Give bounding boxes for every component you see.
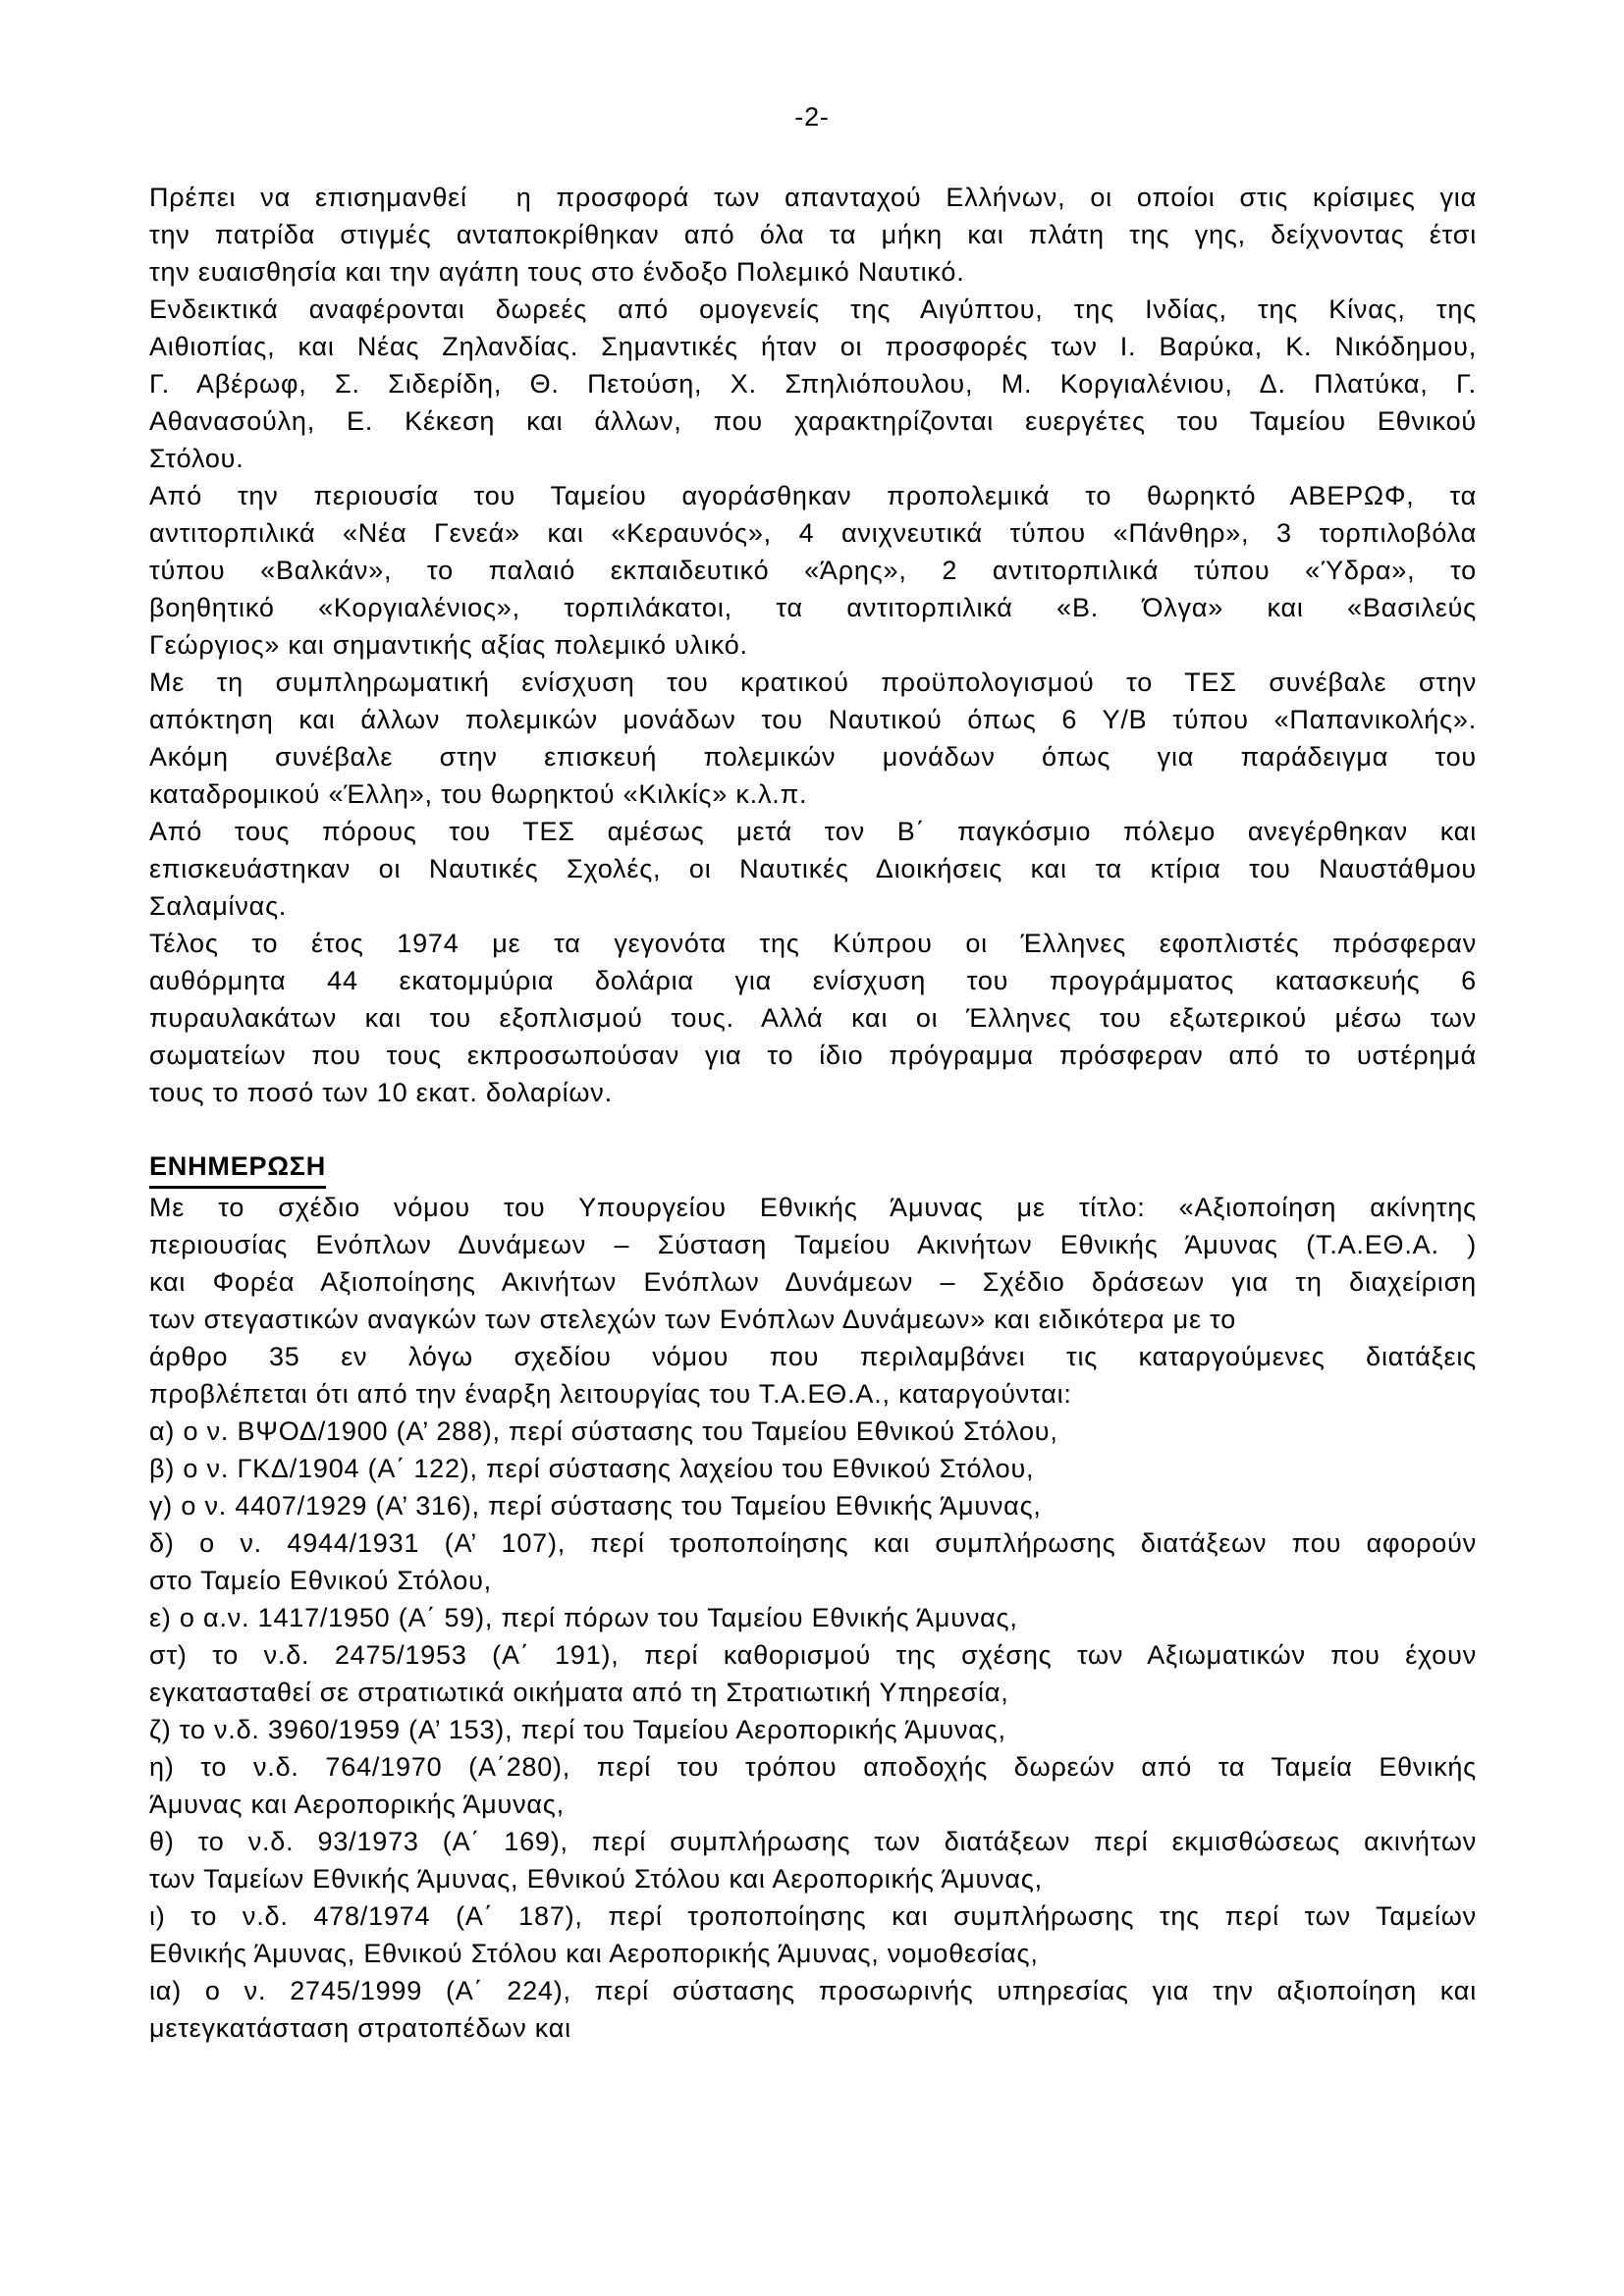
text-line: Σαλαμίνας. [149,891,288,921]
law-item [149,1450,1477,1487]
text-line: και Φορέα Αξιοποίησης Ακινήτων Ενόπλων Δυνάμεων – Σχέδιο δράσεων για τη διαχείριση [149,1267,1477,1297]
text-line: Από την περιουσία του Ταμείου αγοράσθηκαν προπολεμικά το θωρηκτό ΑΒΕΡΩΦ, τα [149,481,1477,510]
text-column [149,179,1477,2047]
text-line: Από τους πόρους του ΤΕΣ αμέσως μετά τον Β΄ παγκόσμιο πόλεμο ανεγέρθηκαν και [149,817,1477,846]
text-line: των στεγαστικών αναγκών των στελεχών των Ενόπλων Δυνάμεων» και ειδικότερα με το [149,1305,1237,1334]
law-item [149,1711,1477,1748]
text-line: Με το σχέδιο νόμου του Υπουργείου Εθνικής Άμυνας με τίτλο: «Αξιοποίηση ακίνητης [149,1193,1477,1222]
text-line: άρθρο 35 εν λόγω σχεδίου νόμου που περιλαμβάνει τις καταργούμενες διατάξεις [149,1342,1477,1371]
text-line: την ευαισθησία και την αγάπη τους στο ένδοξο Πολεμικό Ναυτικό. [149,257,965,287]
text-line: Άμυνας και Αεροπορικής Άμυνας, [149,1789,565,1819]
text-line: Ενδεικτικά αναφέρονται δωρεές από ομογενείς της Αιγύπτου, της Ινδίας, της Κίνας, της [149,294,1477,324]
text-line: βοηθητικό «Κοργιαλένιος», τορπιλάκατοι, τα αντιτορπιλικά «Β. Όλγα» και «Βασιλεύς [149,593,1477,622]
text-line: Γ. Αβέρωφ, Σ. Σιδερίδη, Θ. Πετούση, Χ. Σπηλιόπουλου, Μ. Κοργιαλένιου, Δ. Πλατύκα, Γ. [149,369,1477,399]
text-line: Πρέπει να επισημανθεί η προσφορά των απανταχού Ελλήνων, οι οποίοι στις κρίσιμες για [149,183,1477,212]
text-line: αυθόρμητα 44 εκατομμύρια δολάρια για ενίσχυση του προγράμματος κατασκευής 6 [149,966,1477,995]
text-line: καταδρομικού «Έλλη», του θωρηκτού «Κιλκίς» κ.λ.π. [149,779,808,809]
text-line: δ) ο ν. 4944/1931 (Α’ 107), περί τροποποίησης και συμπλήρωσης διατάξεων που αφορούν [149,1528,1477,1558]
text-line: Τέλος το έτος 1974 με τα γεγονότα της Κύπρου οι Έλληνες εφοπλιστές πρόσφεραν [149,929,1477,958]
text-line: ε) ο α.ν. 1417/1950 (Α΄ 59), περί πόρων του Ταμείου Εθνικής Άμυνας, [149,1603,1018,1632]
law-item [149,1897,1477,1972]
text-line: μετεγκατάσταση στρατοπέδων και [149,2013,571,2043]
text-line: β) ο ν. ΓΚΔ/1904 (Α΄ 122), περί σύστασης λαχείου του Εθνικού Στόλου, [149,1454,1035,1483]
paragraph [149,813,1477,925]
page-number: -2- [794,102,830,132]
paragraph [149,477,1477,664]
law-item [149,1487,1477,1524]
text-line: θ) το ν.δ. 93/1973 (Α΄ 169), περί συμπλήρωσης των διατάξεων περί εκμισθώσεως ακινήτων [149,1827,1477,1856]
paragraph [149,291,1477,477]
text-line: γ) ο ν. 4407/1929 (Α’ 316), περί σύστασης του Ταμείου Εθνικής Άμυνας, [149,1491,1042,1521]
text-line: των Ταμείων Εθνικής Άμυνας, Εθνικού Στόλου και Αεροπορικής Άμυνας, [149,1864,1043,1894]
law-item [149,1823,1477,1897]
text-line: τους το ποσό των 10 εκατ. δολαρίων. [149,1078,613,1107]
text-line: ζ) το ν.δ. 3960/1959 (Α’ 153), περί του Ταμείου Αεροπορικής Άμυνας, [149,1715,1006,1744]
text-line: περιουσίας Ενόπλων Δυνάμεων – Σύσταση Ταμείου Ακινήτων Εθνικής Άμυνας (Τ.Α.ΕΘ.Α. ) [149,1230,1477,1259]
law-item [149,1599,1477,1636]
text-line: ι) το ν.δ. 478/1974 (Α΄ 187), περί τροποποίησης και συμπλήρωσης της περί των Ταμείων [149,1901,1477,1931]
paragraph [149,664,1477,813]
text-line: Αιθιοπίας, και Νέας Ζηλανδίας. Σημαντικές ήταν οι προσφορές των Ι. Βαρύκα, Κ. Νικόδημου, [149,332,1477,361]
law-item [149,1524,1477,1599]
paragraph [149,925,1477,1111]
paragraph [149,1338,1477,1413]
text-line: εγκατασταθεί σε στρατιωτικά οικήματα από τη Στρατιωτική Υπηρεσία, [149,1678,1009,1707]
text-line: Εθνικής Άμυνας, Εθνικού Στόλου και Αεροπορικής Άμυνας, νομοθεσίας, [149,1939,1039,1968]
text-line: τύπου «Βαλκάν», το παλαιό εκπαιδευτικό «Άρης», 2 αντιτορπιλικά τύπου «Ύδρα», το [149,556,1477,585]
law-item [149,1636,1477,1711]
law-list [149,1413,1477,2047]
law-item [149,1972,1477,2047]
law-item [149,1748,1477,1823]
text-line: Με τη συμπληρωματική ενίσχυση του κρατικού προϋπολογισμού το ΤΕΣ συνέβαλε στην [149,667,1477,697]
text-line: επισκευάστηκαν οι Ναυτικές Σχολές, οι Ναυτικές Διοικήσεις και τα κτίρια του Ναυστάθμου [149,854,1477,883]
section-heading [149,1148,1477,1189]
text-line: πυραυλακάτων και του εξοπλισμού τους. Αλλά και οι Έλληνες του εξωτερικού μέσω των [149,1003,1477,1033]
law-item [149,1413,1477,1450]
text-line: σωματείων που τους εκπροσωπούσαν για το ίδιο πρόγραμμα πρόσφεραν από το υστέρημά [149,1041,1477,1070]
text-line: Γεώργιος» και σημαντικής αξίας πολεμικό υλικό. [149,630,748,660]
text-line: αντιτορπιλικά «Νέα Γενεά» και «Κεραυνός», 4 ανιχνευτικά τύπου «Πάνθηρ», 3 τορπιλοβόλα [149,518,1477,548]
text-line: απόκτηση και άλλων πολεμικών μονάδων του Ναυτικού όπως 6 Υ/Β τύπου «Παπανικολής». [149,705,1477,734]
text-line: α) ο ν. ΒΨΟΔ/1900 (Α’ 288), περί σύστασης του Ταμείου Εθνικού Στόλου, [149,1416,1058,1446]
text-line: Στόλου. [149,444,244,473]
text-line: στ) το ν.δ. 2475/1953 (Α΄ 191), περί καθορισμού της σχέσης των Αξιωματικών που έχουν [149,1640,1477,1670]
text-line: την πατρίδα στιγμές ανταποκρίθηκαν από όλα τα μήκη και πλάτη της γης, δείχνοντας έτσι [149,220,1477,249]
text-line: ια) ο ν. 2745/1999 (Α΄ 224), περί σύστασης προσωρινής υπηρεσίας για την αξιοποίηση και [149,1976,1477,2005]
text-line: η) το ν.δ. 764/1970 (Α΄280), περί του τρόπου αποδοχής δωρεών από τα Ταμεία Εθνικής [149,1752,1477,1782]
text-line: στο Ταμείο Εθνικού Στόλου, [149,1566,492,1595]
section-heading-label: ΕΝΗΜΕΡΩΣΗ [149,1148,326,1189]
text-line: Ακόμη συνέβαλε στην επισκευή πολεμικών μονάδων όπως για παράδειγμα του [149,742,1477,772]
paragraph [149,1189,1477,1338]
text-line: Αθανασούλη, Ε. Κέκεση και άλλων, που χαρακτηρίζονται ευεργέτες του Ταμείου Εθνικού [149,406,1477,436]
text-line: προβλέπεται ότι από την έναρξη λειτουργίας του Τ.Α.ΕΘ.Α., καταργούνται: [149,1379,1072,1409]
paragraph [149,179,1477,291]
